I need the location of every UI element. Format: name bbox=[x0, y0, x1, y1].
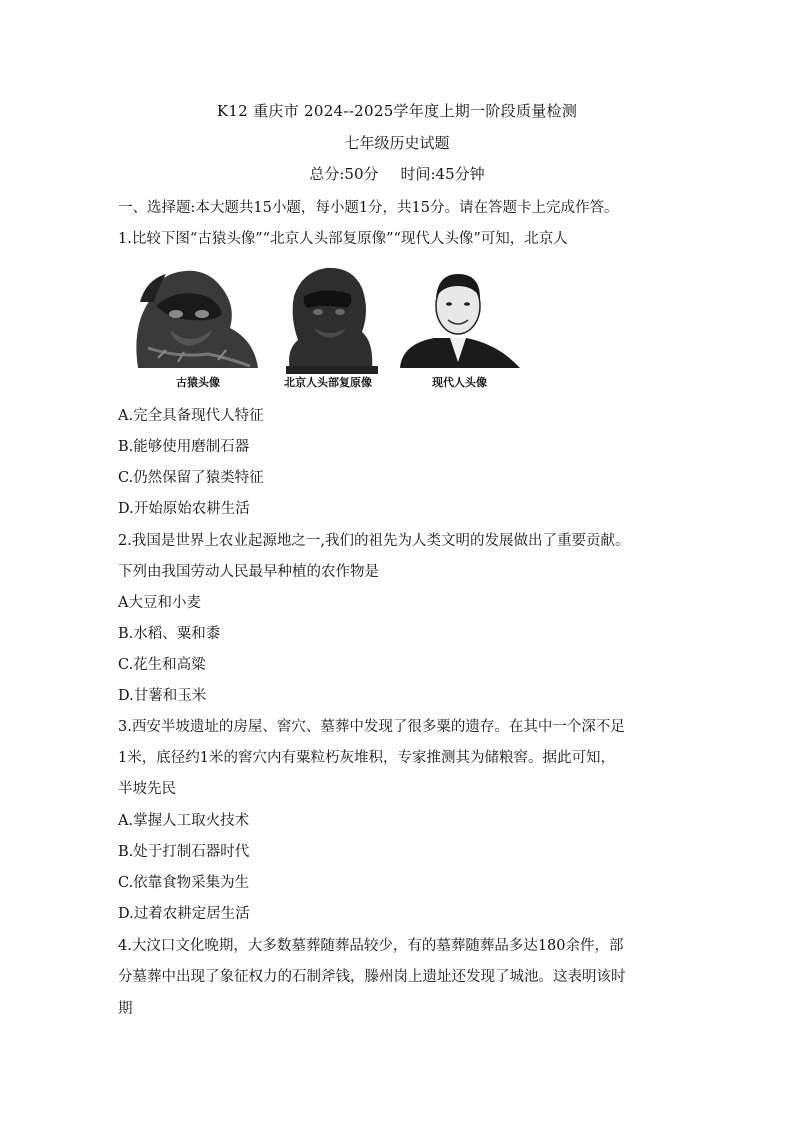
q1-option-a: A.完全具备现代人特征 bbox=[118, 408, 264, 424]
q4-stem-line2: 分墓葬中出现了象征权力的石制斧钱，滕州岗上遗址还发现了城池。这表明该时 bbox=[118, 969, 626, 985]
q4-stem-line3: 期 bbox=[118, 1001, 133, 1017]
exam-subtitle: 七年级历史试题 bbox=[344, 134, 450, 152]
peking-man-bust-image bbox=[286, 268, 378, 374]
q2-option-c: C.花生和高粱 bbox=[118, 657, 206, 673]
total-score: 总分:50分 bbox=[309, 165, 379, 183]
q3-option-c: C.依靠食物采集为生 bbox=[118, 875, 250, 891]
modern-man-image bbox=[400, 274, 520, 368]
q3-stem-line2: 1米，底径约1米的窖穴内有粟粒朽灰堆积，专家推测其为储粮窖。据此可知， bbox=[118, 750, 615, 766]
q2-stem-line1: 2.我国是世界上农业起源地之一,我们的祖先为人类文明的发展做出了重要贡献。 bbox=[118, 533, 630, 549]
exam-info bbox=[0, 163, 794, 184]
q3-option-d: D.过着农耕定居生活 bbox=[118, 906, 250, 922]
q1-figure bbox=[118, 258, 548, 390]
caption-modern-man: 现代人头像 bbox=[432, 376, 487, 389]
exam-title: K12 重庆市 2024--2025学年度上期一阶段质量检测 bbox=[216, 102, 578, 120]
exam-time: 时间:45分钟 bbox=[400, 165, 485, 183]
q3-option-b: B.处于打制石器时代 bbox=[118, 844, 250, 860]
q1-option-d: D.开始原始农耕生活 bbox=[118, 501, 250, 517]
ape-head-image bbox=[136, 271, 258, 368]
q4-stem-line1: 4.大汶口文化晚期，大多数墓葬随葬品较少，有的墓葬随葬品多达180余件，部 bbox=[118, 938, 624, 954]
q3-stem-line3: 半坡先民 bbox=[118, 781, 176, 797]
q2-stem-line2: 下列由我国劳动人民最早种植的农作物是 bbox=[118, 564, 379, 580]
q3-stem-line1: 3.西安半坡遗址的房屋、窖穴、墓葬中发现了很多粟的遗存。在其中一个深不足 bbox=[118, 719, 625, 735]
section-heading: 一、选择题:本大题共15小题，每小题1分，共15分。请在答题卡上完成作答。 bbox=[118, 200, 619, 216]
q1-stem: 1.比较下图“古猿头像”“北京人头部复原像”“现代人头像”可知，北京人 bbox=[118, 231, 568, 247]
q2-option-d: D.甘薯和玉米 bbox=[118, 688, 207, 704]
caption-ape: 古猿头像 bbox=[176, 376, 220, 389]
q3-option-a: A.掌握人工取火技术 bbox=[118, 813, 250, 829]
q2-option-a: A大豆和小麦 bbox=[118, 595, 201, 611]
q1-option-c: C.仍然保留了猿类特征 bbox=[118, 470, 264, 486]
q2-option-b: B.水稻、粟和黍 bbox=[118, 626, 221, 642]
q1-option-b: B.能够使用磨制石器 bbox=[118, 439, 250, 455]
caption-peking-man: 北京人头部复原像 bbox=[284, 376, 372, 389]
